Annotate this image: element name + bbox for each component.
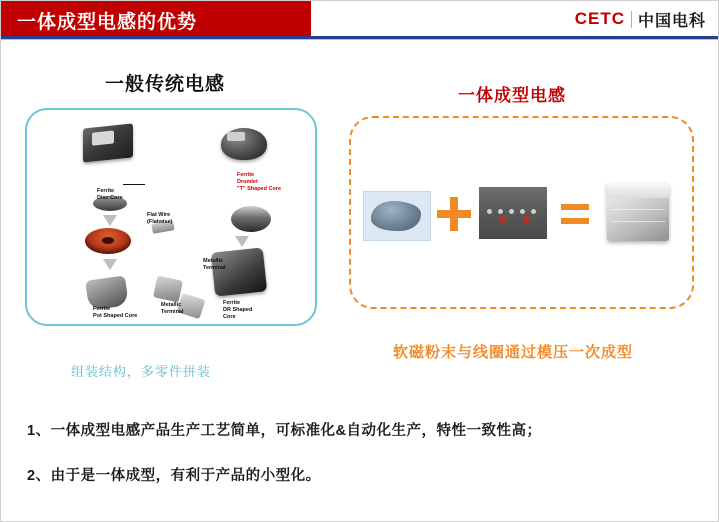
header-underline-light <box>1 39 719 40</box>
powder-blob <box>371 201 421 231</box>
bullet-item: 2、由于是一体成型，有利于产品的小型化。 <box>27 468 321 484</box>
brand-logo <box>575 6 706 32</box>
coil-dot-row <box>487 209 539 216</box>
soft-magnetic-powder-photo <box>363 191 431 241</box>
slide-header <box>1 1 719 43</box>
logo-text-cn: 中国电科 <box>637 12 706 30</box>
right-panel-heading: 一体成型电感 <box>458 86 566 105</box>
diagram-label-ferrite-drumlet: Ferrite Drumlet "T" Shaped Core <box>237 172 282 192</box>
diagram-label-metallic-terminal-1: Metallic Terminal <box>161 302 184 315</box>
diagram-label-flat-wire: Flat Wire (Flatwise) <box>147 212 173 225</box>
molded-inductor-top-face <box>607 183 669 198</box>
equals-icon <box>561 204 589 224</box>
diagram-label-ferrite-pot-core: Ferrite Pot Shaped Core <box>93 306 138 319</box>
logo-text-en: CETC <box>574 9 625 28</box>
bullet-list <box>27 419 697 509</box>
diagram-label-metallic-terminal-2: Metallic Terminal <box>203 258 226 271</box>
page-title: 一体成型电感的优势 <box>17 12 198 33</box>
assembly-arrow-icon <box>103 215 117 226</box>
diagram-label-ferrite-disc-core: Ferrite Disc Core <box>97 188 123 201</box>
metallic-terminal-part-1 <box>153 276 183 303</box>
right-panel-caption: 软磁粉末与线圈通过模压一次成型 <box>393 344 634 361</box>
molded-inductor-highlight <box>611 209 665 210</box>
label-leader-line <box>123 184 145 185</box>
coil-red-marker-1 <box>499 216 506 223</box>
molded-inductor-photo <box>607 183 669 241</box>
assembly-arrow-icon <box>103 259 117 270</box>
plus-icon <box>437 197 471 231</box>
coil-photo <box>479 187 547 239</box>
molded-inductor-highlight <box>611 221 665 222</box>
bullet-item: 1、一体成型电感产品生产工艺简单，可标准化&自动化生产，特性一致性高； <box>27 423 542 439</box>
flat-wire-coil-part <box>85 228 131 254</box>
traditional-inductor-photo-2 <box>221 128 267 160</box>
left-panel-box <box>25 108 317 326</box>
diagram-label-ferrite-dr-core: Ferrite DR Shaped Core <box>223 300 253 320</box>
coil-red-marker-2 <box>523 216 530 223</box>
logo-divider <box>631 11 632 28</box>
ferrite-drum-core-part <box>231 206 271 232</box>
left-panel-caption: 组装结构，多零件拼装 <box>71 364 212 379</box>
assembly-arrow-icon <box>235 236 249 247</box>
ferrite-dr-core-part <box>211 247 267 296</box>
traditional-inductor-photo-1 <box>83 123 133 162</box>
left-panel-heading: 一般传统电感 <box>105 74 226 95</box>
